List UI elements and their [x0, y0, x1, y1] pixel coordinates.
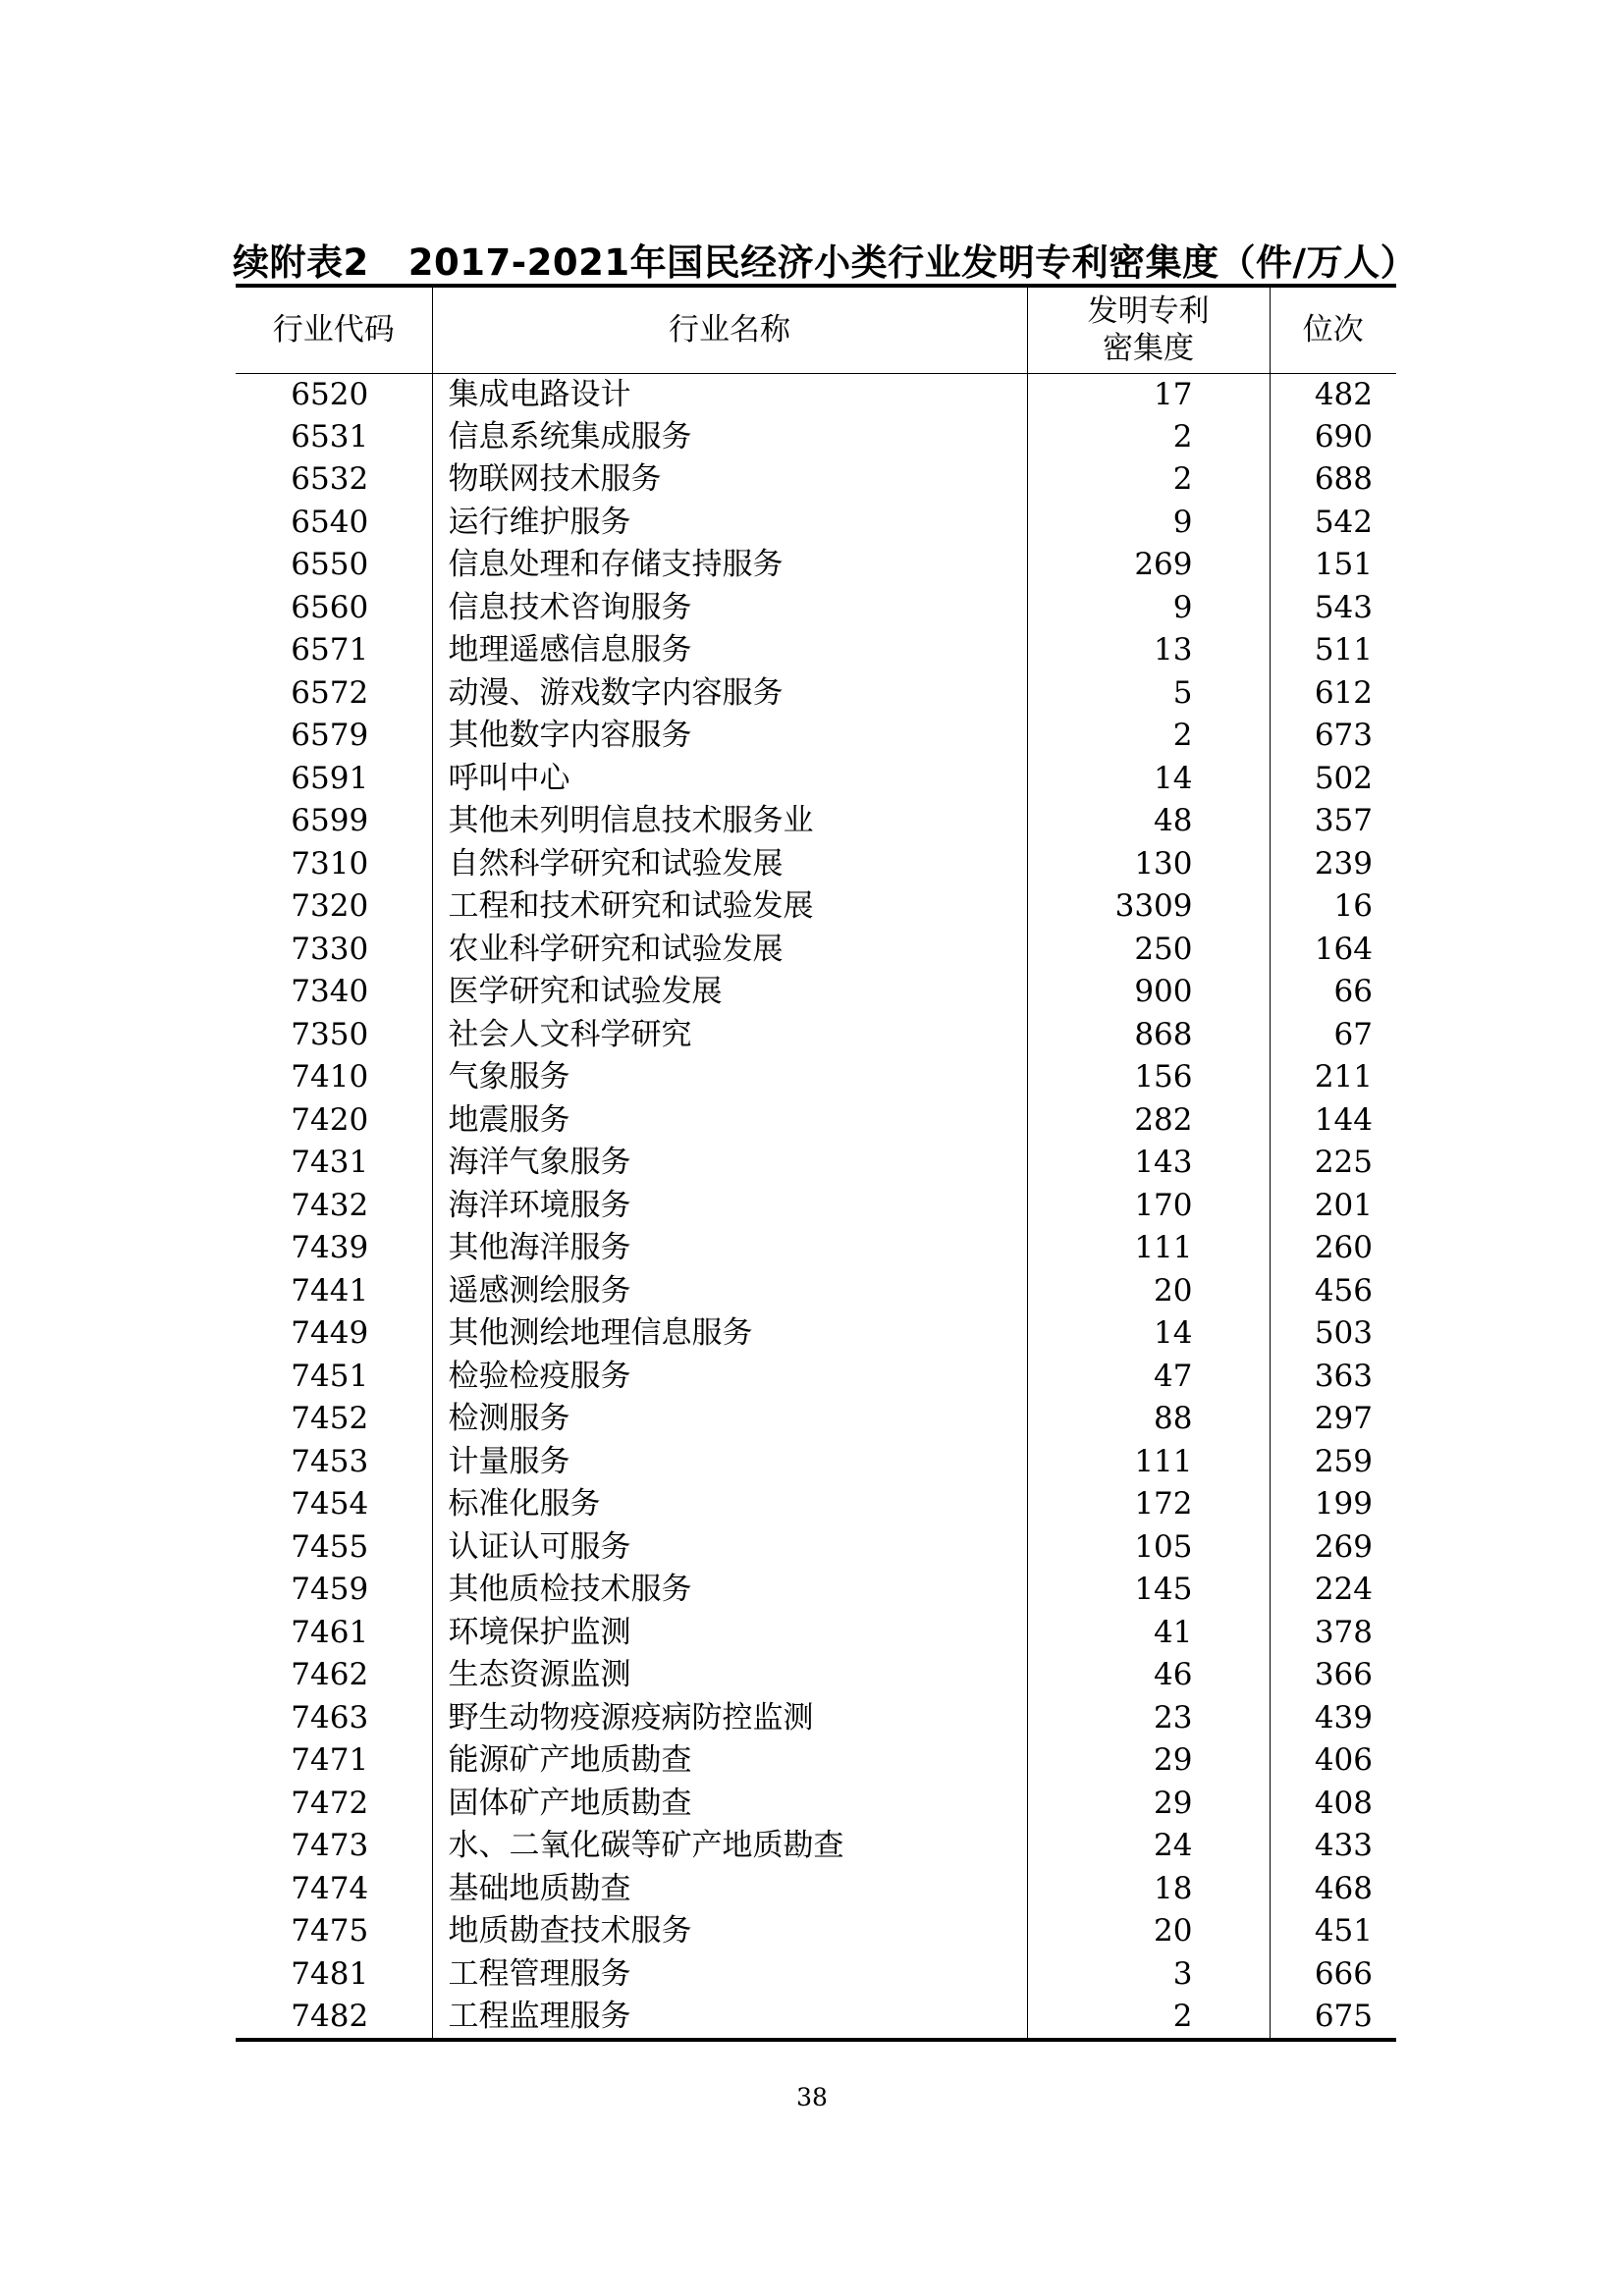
- cell-name: 农业科学研究和试验发展: [432, 929, 1027, 972]
- table-row: [236, 672, 1396, 716]
- cell-name: 地震服务: [432, 1099, 1027, 1143]
- table-row: [236, 1227, 1396, 1270]
- table-row: [236, 1825, 1396, 1868]
- cell-code: 7451: [291, 1358, 369, 1394]
- header-density-line1: 发明专利: [1087, 294, 1210, 330]
- cell-density: 13: [1027, 629, 1270, 672]
- cell-code: 7432: [291, 1187, 369, 1223]
- cell-name: 遥感测绘服务: [432, 1270, 1027, 1313]
- cell-density: 2: [1027, 715, 1270, 758]
- cell-name: 物联网技术服务: [432, 458, 1027, 502]
- cell-density: 5: [1027, 672, 1270, 716]
- cell-name: 野生动物疫源疫病防控监测: [432, 1697, 1027, 1740]
- table-row: [236, 1014, 1396, 1057]
- table-row: [236, 1953, 1396, 1997]
- table-row: [236, 843, 1396, 886]
- cell-code: 7475: [291, 1913, 369, 1949]
- cell-rank: 297: [1270, 1398, 1396, 1441]
- table-row: [236, 1697, 1396, 1740]
- cell-rank: 675: [1270, 1996, 1396, 2040]
- cell-rank: 269: [1270, 1526, 1396, 1570]
- table-row: [236, 1996, 1396, 2040]
- table-row: [236, 1270, 1396, 1313]
- cell-density: 9: [1027, 502, 1270, 545]
- header-rank: 位次: [1270, 286, 1396, 373]
- cell-code: 7463: [291, 1699, 369, 1735]
- cell-rank: 66: [1270, 971, 1396, 1014]
- cell-code: 7439: [291, 1230, 369, 1266]
- cell-density: 46: [1027, 1654, 1270, 1697]
- cell-rank: 378: [1270, 1612, 1396, 1655]
- table-row: [236, 544, 1396, 587]
- table-row: [236, 1356, 1396, 1399]
- cell-name: 检验检疫服务: [432, 1356, 1027, 1399]
- cell-name: 工程管理服务: [432, 1953, 1027, 1997]
- cell-density: 282: [1027, 1099, 1270, 1143]
- cell-rank: 239: [1270, 843, 1396, 886]
- cell-code: 7441: [291, 1272, 369, 1308]
- cell-code: 7459: [291, 1572, 369, 1608]
- cell-code: 7453: [291, 1443, 369, 1479]
- table-row: [236, 1739, 1396, 1783]
- cell-rank: 67: [1270, 1014, 1396, 1057]
- cell-name: 海洋环境服务: [432, 1185, 1027, 1228]
- cell-name: 其他数字内容服务: [432, 715, 1027, 758]
- header-name: 行业名称: [432, 286, 1027, 373]
- cell-density: 2: [1027, 458, 1270, 502]
- industry-patent-table: [236, 284, 1396, 2042]
- cell-name: 工程监理服务: [432, 1996, 1027, 2040]
- cell-code: 7474: [291, 1870, 369, 1906]
- table-row: [236, 800, 1396, 843]
- cell-name: 标准化服务: [432, 1483, 1027, 1526]
- cell-density: 3: [1027, 1953, 1270, 1997]
- cell-rank: 666: [1270, 1953, 1396, 1997]
- table-row: [236, 1185, 1396, 1228]
- table-row: [236, 373, 1396, 416]
- cell-name: 环境保护监测: [432, 1612, 1027, 1655]
- cell-density: 145: [1027, 1569, 1270, 1612]
- cell-density: 14: [1027, 1312, 1270, 1356]
- cell-name: 动漫、游戏数字内容服务: [432, 672, 1027, 716]
- cell-rank: 211: [1270, 1056, 1396, 1099]
- table-row: [236, 1142, 1396, 1185]
- cell-density: 868: [1027, 1014, 1270, 1057]
- cell-density: 130: [1027, 843, 1270, 886]
- table-row: [236, 502, 1396, 545]
- cell-name: 集成电路设计: [432, 373, 1027, 416]
- cell-density: 105: [1027, 1526, 1270, 1570]
- cell-code: 6531: [291, 418, 369, 454]
- cell-density: 18: [1027, 1868, 1270, 1911]
- cell-code: 7455: [291, 1528, 369, 1565]
- cell-code: 6599: [291, 803, 369, 839]
- header-code: 行业代码: [236, 286, 432, 373]
- cell-density: 2: [1027, 416, 1270, 459]
- cell-density: 9: [1027, 587, 1270, 630]
- cell-name: 其他测绘地理信息服务: [432, 1312, 1027, 1356]
- cell-rank: 542: [1270, 502, 1396, 545]
- table-row: [236, 758, 1396, 801]
- table-row: [236, 1526, 1396, 1570]
- cell-name: 呼叫中心: [432, 758, 1027, 801]
- cell-code: 7340: [291, 974, 369, 1010]
- table-row: [236, 1099, 1396, 1143]
- cell-name: 医学研究和试验发展: [432, 971, 1027, 1014]
- table-row: [236, 629, 1396, 672]
- table-row: [236, 1441, 1396, 1484]
- cell-density: 17: [1027, 373, 1270, 416]
- table-row: [236, 1569, 1396, 1612]
- cell-code: 7452: [291, 1401, 369, 1437]
- cell-rank: 151: [1270, 544, 1396, 587]
- cell-rank: 543: [1270, 587, 1396, 630]
- cell-rank: 164: [1270, 929, 1396, 972]
- cell-density: 47: [1027, 1356, 1270, 1399]
- cell-rank: 225: [1270, 1142, 1396, 1185]
- cell-name: 认证认可服务: [432, 1526, 1027, 1570]
- cell-density: 111: [1027, 1441, 1270, 1484]
- cell-rank: 502: [1270, 758, 1396, 801]
- cell-rank: 366: [1270, 1654, 1396, 1697]
- cell-rank: 690: [1270, 416, 1396, 459]
- cell-name: 自然科学研究和试验发展: [432, 843, 1027, 886]
- cell-density: 14: [1027, 758, 1270, 801]
- cell-code: 6532: [291, 461, 369, 498]
- cell-density: 20: [1027, 1270, 1270, 1313]
- cell-density: 20: [1027, 1910, 1270, 1953]
- cell-rank: 688: [1270, 458, 1396, 502]
- cell-name: 信息技术咨询服务: [432, 587, 1027, 630]
- cell-code: 6560: [291, 589, 369, 625]
- table-title-label: 续附表2: [233, 241, 369, 284]
- cell-code: 7473: [291, 1828, 369, 1864]
- table-row: [236, 1910, 1396, 1953]
- cell-rank: 503: [1270, 1312, 1396, 1356]
- cell-rank: 612: [1270, 672, 1396, 716]
- cell-code: 7310: [291, 845, 369, 881]
- cell-rank: 16: [1270, 885, 1396, 929]
- cell-density: 111: [1027, 1227, 1270, 1270]
- cell-name: 固体矿产地质勘查: [432, 1783, 1027, 1826]
- cell-code: 7481: [291, 1955, 369, 1992]
- cell-name: 社会人文科学研究: [432, 1014, 1027, 1057]
- cell-density: 29: [1027, 1783, 1270, 1826]
- cell-rank: 511: [1270, 629, 1396, 672]
- table-row: [236, 715, 1396, 758]
- cell-code: 7482: [236, 1996, 432, 2040]
- table-row: [236, 1312, 1396, 1356]
- cell-code: 7454: [291, 1486, 369, 1522]
- cell-rank: 224: [1270, 1569, 1396, 1612]
- cell-code: 7431: [291, 1145, 369, 1181]
- cell-code: 7462: [291, 1657, 369, 1693]
- cell-name: 工程和技术研究和试验发展: [432, 885, 1027, 929]
- cell-code: 7350: [291, 1016, 369, 1052]
- cell-density: 250: [1027, 929, 1270, 972]
- cell-code: 7472: [291, 1785, 369, 1821]
- cell-density: 3309: [1027, 885, 1270, 929]
- cell-density: 41: [1027, 1612, 1270, 1655]
- table-header: [236, 286, 1396, 373]
- cell-name: 其他海洋服务: [432, 1227, 1027, 1270]
- cell-rank: 259: [1270, 1441, 1396, 1484]
- cell-name: 地理遥感信息服务: [432, 629, 1027, 672]
- cell-rank: 357: [1270, 800, 1396, 843]
- header-density-line2: 密集度: [1103, 331, 1194, 367]
- table-row: [236, 1056, 1396, 1099]
- cell-code: 7410: [291, 1059, 369, 1095]
- table-row: [236, 1483, 1396, 1526]
- cell-name: 气象服务: [432, 1056, 1027, 1099]
- cell-name: 检测服务: [432, 1398, 1027, 1441]
- header-row: [236, 286, 1396, 373]
- cell-name: 信息处理和存储支持服务: [432, 544, 1027, 587]
- cell-name: 信息系统集成服务: [432, 416, 1027, 459]
- table-row: [236, 1654, 1396, 1697]
- cell-name: 水、二氧化碳等矿产地质勘查: [432, 1825, 1027, 1868]
- cell-rank: 363: [1270, 1356, 1396, 1399]
- table-title-text: 2017-2021年国民经济小类行业发明专利密集度（件/万人）: [407, 241, 1418, 284]
- cell-name: 计量服务: [432, 1441, 1027, 1484]
- cell-code: 6520: [291, 376, 369, 412]
- cell-density: 156: [1027, 1056, 1270, 1099]
- table-title: [233, 233, 1418, 286]
- cell-code: 7330: [291, 931, 369, 967]
- cell-code: 7449: [291, 1315, 369, 1352]
- table-row: [236, 1783, 1396, 1826]
- cell-density: 172: [1027, 1483, 1270, 1526]
- cell-density: 24: [1027, 1825, 1270, 1868]
- cell-rank: 456: [1270, 1270, 1396, 1313]
- cell-density: 48: [1027, 800, 1270, 843]
- cell-name: 能源矿产地质勘查: [432, 1739, 1027, 1783]
- cell-rank: 451: [1270, 1910, 1396, 1953]
- cell-code: 6550: [291, 547, 369, 583]
- cell-density: 23: [1027, 1697, 1270, 1740]
- cell-code: 6591: [291, 760, 369, 796]
- cell-density: 2: [1027, 1996, 1270, 2040]
- cell-density: 269: [1027, 544, 1270, 587]
- table-row: [236, 885, 1396, 929]
- table-body: [236, 373, 1396, 2040]
- cell-density: 88: [1027, 1398, 1270, 1441]
- cell-rank: 201: [1270, 1185, 1396, 1228]
- cell-name: 地质勘查技术服务: [432, 1910, 1027, 1953]
- table-row: [236, 416, 1396, 459]
- cell-code: 6540: [291, 504, 369, 540]
- cell-code: 7471: [291, 1742, 369, 1779]
- cell-density: 143: [1027, 1142, 1270, 1185]
- cell-name: 运行维护服务: [432, 502, 1027, 545]
- table-row: [236, 971, 1396, 1014]
- table-row: [236, 1868, 1396, 1911]
- cell-rank: 482: [1270, 373, 1396, 416]
- cell-code: 6572: [291, 674, 369, 711]
- table-container: [236, 284, 1396, 2042]
- cell-name: 基础地质勘查: [432, 1868, 1027, 1911]
- table-row: [236, 929, 1396, 972]
- table-row: [236, 1612, 1396, 1655]
- header-density: [1027, 286, 1270, 373]
- table-row: [236, 1398, 1396, 1441]
- cell-code: 6571: [291, 632, 369, 668]
- cell-density: 170: [1027, 1185, 1270, 1228]
- cell-name: 海洋气象服务: [432, 1142, 1027, 1185]
- cell-name: 生态资源监测: [432, 1654, 1027, 1697]
- page-number: 38: [796, 2083, 828, 2111]
- cell-rank: 199: [1270, 1483, 1396, 1526]
- table-row: [236, 458, 1396, 502]
- cell-name: 其他质检技术服务: [432, 1569, 1027, 1612]
- cell-rank: 673: [1270, 715, 1396, 758]
- cell-code: 7461: [291, 1614, 369, 1650]
- cell-code: 6579: [291, 718, 369, 754]
- cell-rank: 433: [1270, 1825, 1396, 1868]
- cell-rank: 408: [1270, 1783, 1396, 1826]
- cell-rank: 468: [1270, 1868, 1396, 1911]
- cell-rank: 144: [1270, 1099, 1396, 1143]
- cell-name: 其他未列明信息技术服务业: [432, 800, 1027, 843]
- cell-density: 900: [1027, 971, 1270, 1014]
- cell-rank: 260: [1270, 1227, 1396, 1270]
- cell-code: 7320: [291, 888, 369, 925]
- table-row: [236, 587, 1396, 630]
- cell-rank: 406: [1270, 1739, 1396, 1783]
- cell-rank: 439: [1270, 1697, 1396, 1740]
- cell-density: 29: [1027, 1739, 1270, 1783]
- cell-code: 7420: [291, 1101, 369, 1138]
